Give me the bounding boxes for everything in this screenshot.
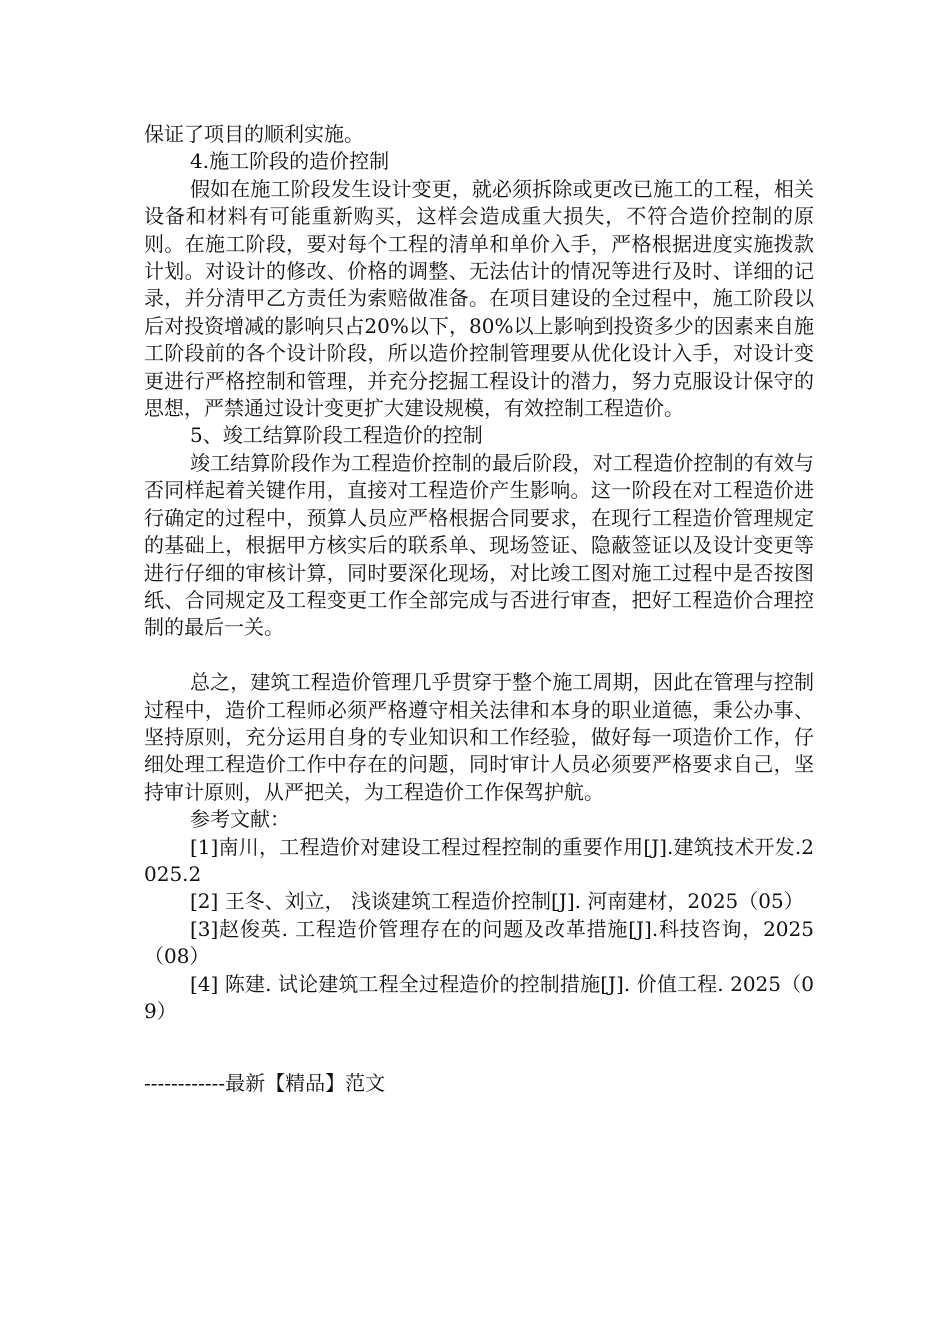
reference-item-4: [4] 陈建. 试论建筑工程全过程造价的控制措施[J]. 价值工程. 2025（09） <box>144 971 814 1023</box>
paragraph-conclusion: 总之，建筑工程造价管理几乎贯穿于整个施工周期，因此在管理与控制过程中，造价工程师必须严格遵守相关法律和本身的职业道德，秉公办事、坚持原则，充分运用自身的专业知识和工作经验，做好每一项造价工作，仔细处理工程造价工作中存在的问题，同时审计人员必须要严格要求自己，坚持审计原则，从严把关，为工程造价工作保驾护航。 <box>144 670 814 804</box>
section-heading-5: 5、竣工结算阶段工程造价的控制 <box>190 423 483 448</box>
section-heading-4: 4.施工阶段的造价控制 <box>190 149 390 174</box>
references-title: 参考文献： <box>190 807 290 832</box>
reference-item-3: [3]赵俊英. 工程造价管理存在的问题及改革措施[J].科技咨询，2025（08） <box>144 916 814 969</box>
paragraph-construction-stage: 假如在施工阶段发生设计变更，就必须拆除或更改已施工的工程，相关设备和材料有可能重新购买，这样会造成重大损失，不符合造价控制的原则。在施工阶段，要对每个工程的清单和单价入手，严格根据进度实施拨款计划。对设计的修改、价格的调整、无法估计的情况等进行及时、详细的记录，并分清甲乙方责任为索赔做准备。在项目建设的全过程中，施工阶段以后对投资增减的影响只占20%以下，80%以上影响到投资多少的因素来自施工阶段前的各个设计阶段，所以造价控制管理要从优化设计入手，对设计变更进行严格控制和管理，并充分挖掘工程设计的潜力，努力克服设计保守的思想，严禁通过设计变更扩大建设规模，有效控制工程造价。 <box>144 176 814 421</box>
document-body <box>144 121 814 1025</box>
page-footer: ------------最新【精品】范文 <box>144 1071 386 1095</box>
reference-item-1: [1]南川，工程造价对建设工程过程控制的重要作用[J].建筑技术开发.2025.2 <box>144 834 814 886</box>
paragraph-intro-end: 保证了项目的顺利实施。 <box>144 122 364 146</box>
blank-line <box>144 642 814 669</box>
paragraph-completion-settlement: 竣工结算阶段作为工程造价控制的最后阶段，对工程造价控制的有效与否同样起着关键作用，直接对工程造价产生影响。这一阶段在对工程造价进行确定的过程中，预算人员应严格根据合同要求，在现行工程造价管理规定的基础上，根据甲方核实后的联系单、现场签证、隐蔽签证以及设计变更等进行仔细的审核计算，同时要深化现场，对比竣工图对施工过程中是否按图纸、合同规定及工程变更工作全部完成与否进行审查，把好工程造价合理控制的最后一关。 <box>144 450 814 640</box>
reference-item-2: [2] 王冬、刘立， 浅谈建筑工程造价控制[J]. 河南建材，2025（05） <box>190 889 804 914</box>
